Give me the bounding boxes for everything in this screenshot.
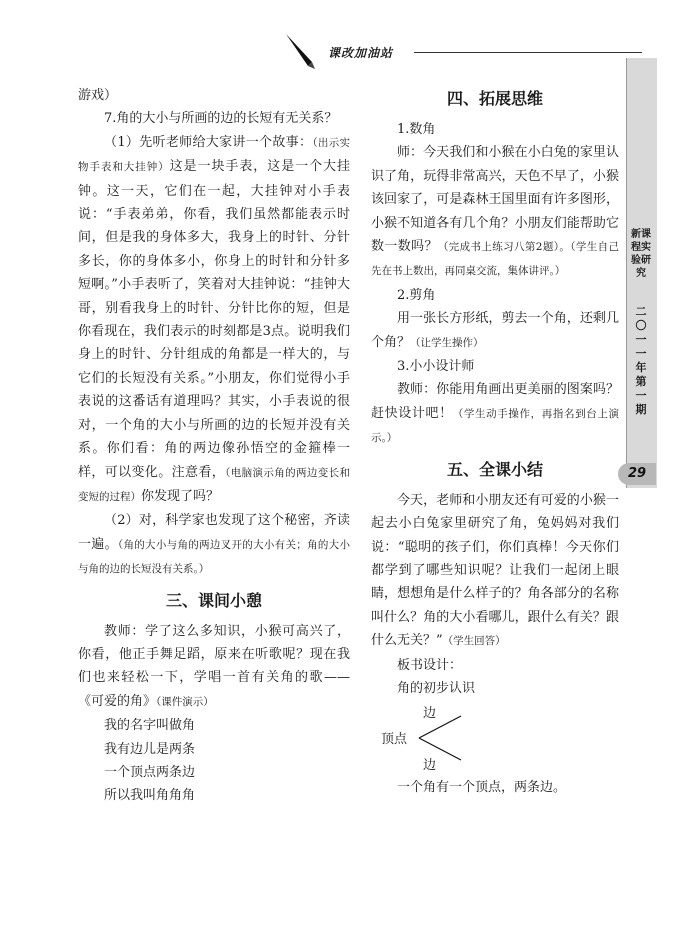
text-run: 这是一块手表，这是一个大挂钟。这一天，它们在一起，大挂钟对小手表说：“手表弟弟，你看，我们虽然都能表示时间，但是我的身体多大，我身上的时针、分针多长，你的身体多小，你身上的时针和分针多短啊。”小手表听了，笑着对大挂钟说：“挂钟大哥，别看我身上的时针、分针比你的短，但是你看现在，我们表示的时刻都是3点。说明我们身上的时针、分针组成的角都是一样大的，与它们的长短没有关系。”小朋友，你们觉得小手表说的这番话有道理吗？其实，小手表说的很对，一个角的大小与所画的边的长短并没有关系。你们看：角的两边像孙悟空的金箍棒一样，可以变化。注意看，: [78, 159, 350, 480]
text-run: 你发现了吗？: [141, 488, 220, 504]
issue-label: 二〇一一年第一期: [635, 305, 647, 416]
header-rule: [414, 52, 642, 53]
stage-direction: （学生回答）: [442, 635, 506, 648]
section-heading: 三、课间小憩: [165, 590, 262, 610]
header-title: 课改加油站: [328, 46, 394, 60]
section-heading: 四、拓展思维: [446, 89, 543, 108]
stage-direction: （课件演示）: [156, 695, 214, 708]
paragraph: [78, 131, 350, 510]
subheading: 3.小小设计师: [397, 359, 475, 375]
text-run: （2）对，科学家也发现了这个秘密，齐读一遍。: [78, 513, 350, 552]
song-lyrics: [78, 714, 350, 808]
board-label: 板书设计：: [397, 657, 463, 673]
subheading: 2.剪角: [397, 287, 436, 303]
board-title: 角的初步认识: [397, 680, 476, 696]
text-run: 教师：你能用角画出更美丽的图案吗？赶快设计吧！: [371, 382, 619, 421]
text-run: 今天，老师和小朋友还有可爱的小猴一起去小白兔家里研究了角，兔妈妈对我们说：“聪明的孩子们，你们真棒！今天你们都学到了哪些知识呢？让我们一起闭上眼睛，想想角是什么样子的？角各部分的名称叫什么？角的大小看哪儿，跟什么有关？跟什么无关？”: [371, 492, 619, 649]
page-number: 29: [618, 463, 656, 485]
stage-direction: （完成书上练习八第2题）。（学生自己先在书上数出，再同桌交流，集体讲评。）: [371, 241, 619, 278]
vertex-label: 顶点: [381, 732, 408, 748]
paragraph: [371, 141, 619, 283]
edge-label-bottom: 边: [423, 758, 437, 774]
text-run: 用一张长方形纸，剪去一个角，还剩几个角？: [371, 311, 619, 350]
stage-direction: （让学生操作）: [410, 336, 484, 349]
stage-direction: （角的大小与角的两边叉开的大小有关；角的大小与角的边的长短没有关系。）: [78, 538, 350, 576]
left-column: [78, 84, 350, 808]
text-run: 师：今天我们和小猴在小白兔的家里认识了角，玩得非常高兴，天色不早了，小猴该回家了，可是森林王国里面有许多图形，小猴不知道各有几个角？小朋友们能帮助它数一数吗？: [371, 145, 619, 255]
journal-name: 新课程实验研究: [631, 229, 651, 279]
paragraph: 游戏）: [78, 88, 118, 103]
angle-diagram: [371, 702, 619, 776]
text-run: 教师：学了这么多知识，小猴可高兴了，你看，他正手舞足蹈，原来在听歌呢？现在我们也来轻松一下，学唱一首有关角的歌——《可爱的角》: [78, 623, 350, 709]
paragraph: [371, 307, 619, 355]
text-run: （1）先听老师给大家讲一个故事：: [104, 134, 313, 150]
paragraph: [371, 378, 619, 450]
paragraph: 7.角的大小与所画的边的长短有无关系？: [104, 111, 338, 127]
running-header: [282, 32, 642, 76]
angle-lines: [411, 702, 501, 776]
pen-icon: [282, 32, 326, 74]
lyric-line: 一个顶点两条边: [104, 764, 196, 780]
lyric-line: 我的名字叫做角: [104, 718, 196, 734]
lyric-line: 所以我叫角角角: [104, 788, 196, 804]
paragraph: [78, 509, 350, 581]
stage-direction: （学生动手操作，再指名到台上演示。）: [371, 407, 619, 445]
right-column: [371, 84, 619, 800]
paragraph: [371, 489, 619, 654]
stage-direction: （电脑演示角的两边变长和变短的过程）: [78, 466, 350, 503]
paragraph: [78, 620, 350, 715]
section-heading: 五、全课小结: [446, 459, 543, 479]
lyric-line: 我有边儿是两条: [104, 741, 196, 757]
edge-label-top: 边: [423, 706, 437, 722]
subheading: 1.数角: [397, 122, 436, 137]
paragraph: 一个角有一个顶点，两条边。: [397, 780, 567, 796]
stage-direction: （出示实物手表和大挂钟）: [78, 136, 351, 174]
